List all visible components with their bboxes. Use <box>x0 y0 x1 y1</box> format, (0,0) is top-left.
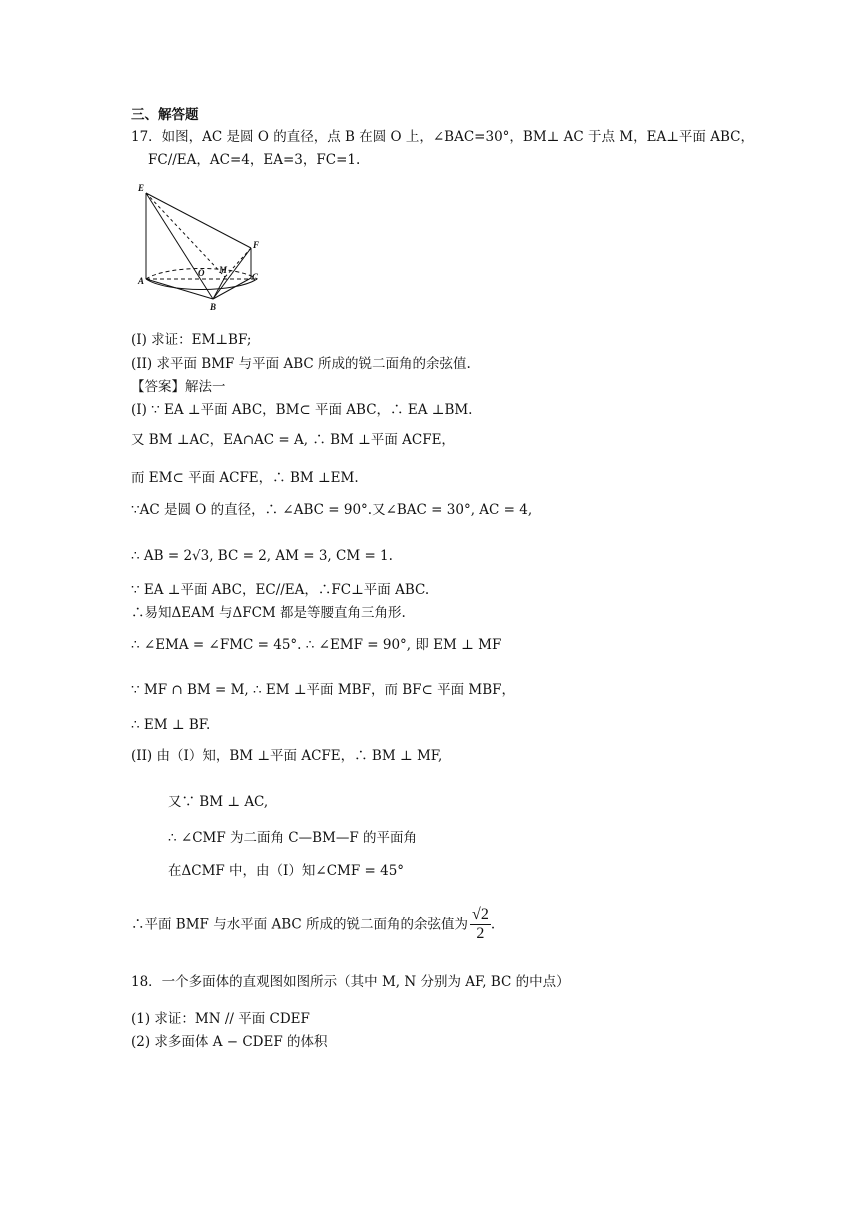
label-a: A <box>138 276 145 286</box>
answer-line-1: (I) ∵ EA ⊥平面 ABC，BM⊂ 平面 ABC，∴ EA ⊥BM. <box>131 402 473 418</box>
answer-conclusion <box>131 906 495 943</box>
fraction-numerator: √2 <box>472 906 489 923</box>
label-o: O <box>198 268 205 278</box>
fraction <box>470 906 491 943</box>
q18-part1: (1) 求证：MN // 平面 CDEF <box>131 1011 310 1027</box>
answer-part2-line-2: 又∵ BM ⊥ AC, <box>168 794 269 810</box>
q17-statement-line2: FC//EA，AC=4，EA=3，FC=1. <box>148 152 361 168</box>
label-b: B <box>210 302 217 312</box>
label-f: F <box>253 240 260 250</box>
segment-mf <box>225 248 251 277</box>
answer-line-7: ∴易知ΔEAM 与ΔFCM 都是等腰直角三角形. <box>131 605 406 621</box>
q17-statement-line1: 17．如图，AC 是圆 O 的直径，点 B 在圆 O 上，∠BAC=30°，BM⊥ AC 于点 M，EA⊥平面 ABC， <box>131 129 754 145</box>
fraction-denominator: 2 <box>476 925 485 942</box>
segment-em <box>146 193 225 277</box>
answer-title: 【答案】解法一 <box>131 379 226 395</box>
answer-line-8: ∴ ∠EMA = ∠FMC = 45°. ∴ ∠EMF = 90°, 即 EM ⊥ MF <box>131 637 502 653</box>
section-heading: 三、解答题 <box>131 107 199 123</box>
label-m: M <box>219 265 228 275</box>
answer-line-2: 又 BM ⊥AC，EA∩AC = A, ∴ BM ⊥平面 ACFE， <box>131 432 455 448</box>
answer-part2-line-4: 在ΔCMF 中，由（I）知∠CMF = 45° <box>168 863 405 879</box>
segment-ef <box>146 193 251 248</box>
answer-line-3: 而 EM⊂ 平面 ACFE，∴ BM ⊥EM. <box>131 470 359 486</box>
answer-line-4: ∵AC 是圆 O 的直径，∴ ∠ABC = 90°.又∠BAC = 30°, AC = 4, <box>131 502 533 518</box>
segment-eb <box>146 193 213 299</box>
q18-part2: (2) 求多面体 A − CDEF 的体积 <box>131 1034 328 1050</box>
conclusion-text: ∴平面 BMF 与水平面 ABC 所成的锐二面角的余弦值为 <box>131 916 469 933</box>
geometry-figure <box>131 182 271 312</box>
answer-part2-line-3: ∴ ∠CMF 为二面角 C—BM—F 的平面角 <box>168 830 418 846</box>
answer-line-6: ∵ EA ⊥平面 ABC，EC//EA，∴FC⊥平面 ABC. <box>131 582 430 598</box>
label-e: E <box>138 183 145 193</box>
answer-line-10: ∴ EM ⊥ BF. <box>131 717 211 733</box>
segment-ab <box>146 279 213 299</box>
q17-part2: (II) 求平面 BMF 与平面 ABC 所成的锐二面角的余弦值. <box>131 356 471 372</box>
q17-part1: (I) 求证：EM⊥BF; <box>131 332 252 348</box>
answer-part2-line-1: (II) 由（I）知，BM ⊥平面 ACFE，∴ BM ⊥ MF, <box>131 748 443 764</box>
label-c: C <box>252 272 259 282</box>
q18-statement: 18．一个多面体的直观图如图所示（其中 M, N 分别为 AF, BC 的中点） <box>131 974 570 990</box>
answer-line-5: ∴ AB = 2√3, BC = 2, AM = 3, CM = 1. <box>131 548 393 564</box>
conclusion-period: . <box>490 916 496 933</box>
answer-line-9: ∵ MF ∩ BM = M, ∴ EM ⊥平面 MBF，而 BF⊂ 平面 MBF， <box>131 682 516 698</box>
